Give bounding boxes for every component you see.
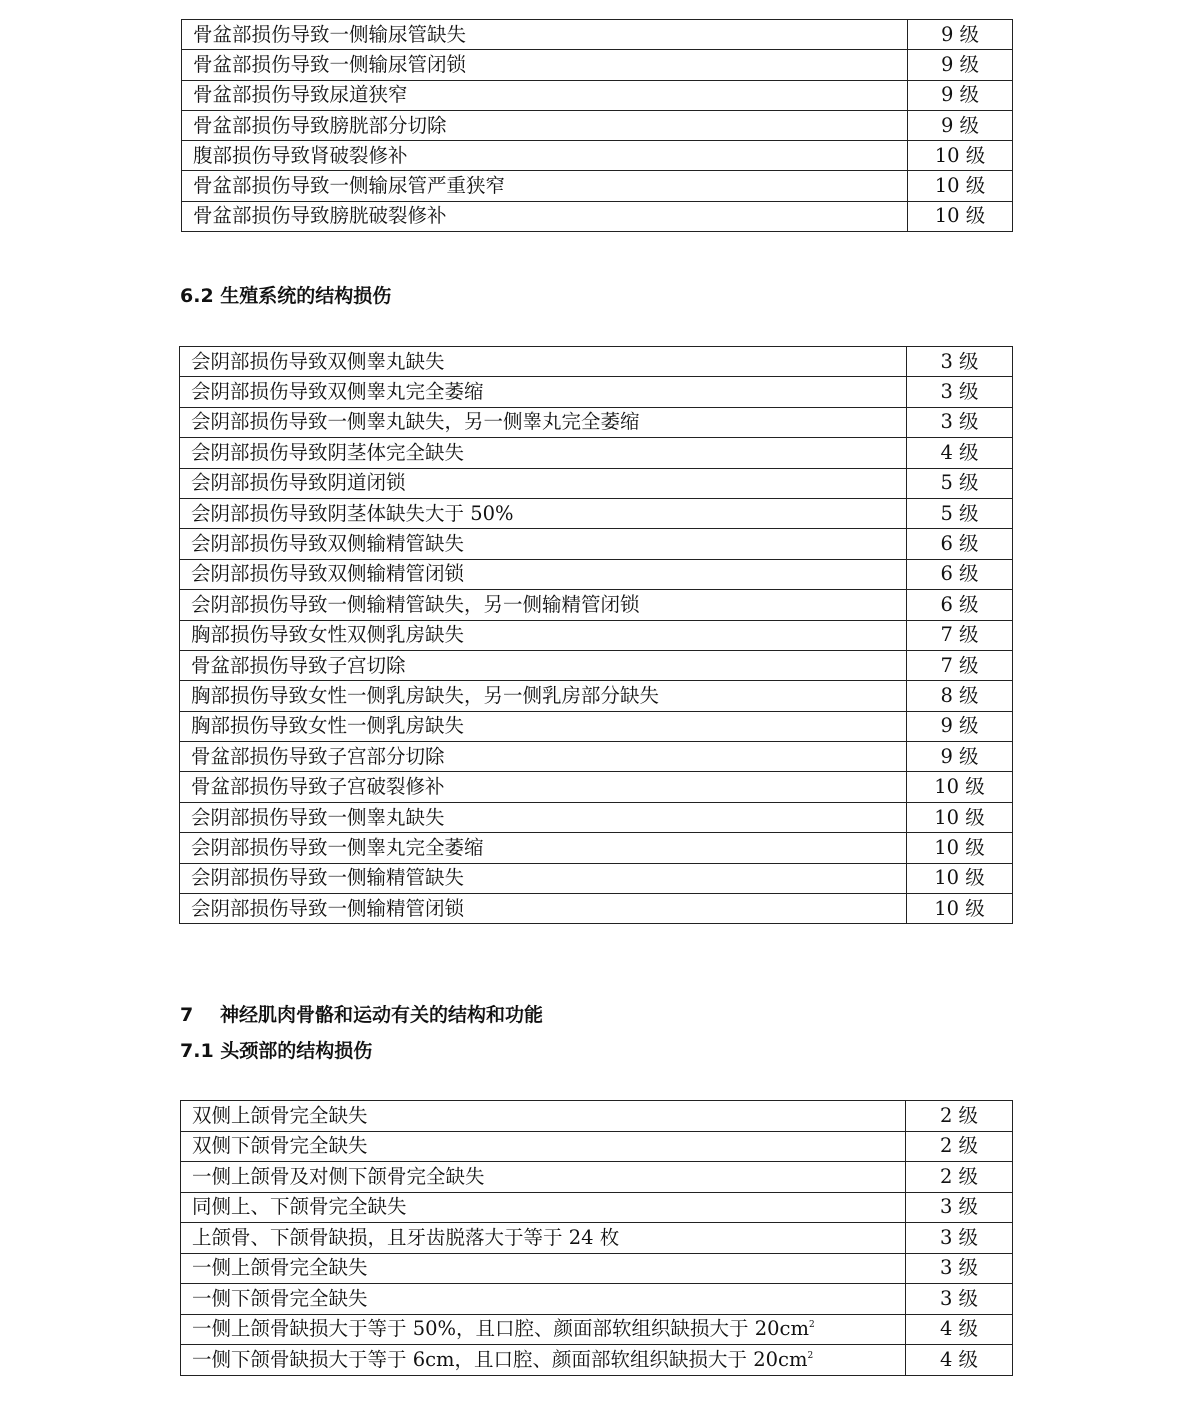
urinary-table-body — [182, 20, 1013, 232]
table-row — [180, 590, 1013, 620]
area-unit-exponent: 2 — [808, 1320, 815, 1331]
injury-description — [181, 1345, 906, 1376]
table-row — [180, 894, 1013, 924]
section-number: 7 — [180, 1004, 194, 1026]
injury-description: 一侧下颌骨完全缺失 — [181, 1284, 906, 1315]
disability-grade: 10 级 — [907, 863, 1013, 893]
table-row — [181, 1314, 1013, 1345]
injury-description: 会阴部损伤导致一侧输精管闭锁 — [180, 894, 907, 924]
table-row — [180, 863, 1013, 893]
head-neck-injury-table — [180, 1100, 1013, 1376]
injury-description: 会阴部损伤导致阴茎体完全缺失 — [180, 438, 907, 468]
disability-grade: 9 级 — [908, 110, 1013, 140]
disability-grade: 4 级 — [906, 1345, 1013, 1376]
table-row — [180, 559, 1013, 589]
injury-description: 会阴部损伤导致一侧睾丸完全萎缩 — [180, 833, 907, 863]
disability-grade: 10 级 — [907, 833, 1013, 863]
disability-grade: 9 级 — [907, 711, 1013, 741]
reproductive-injury-table — [179, 346, 1013, 924]
disability-grade: 6 级 — [907, 559, 1013, 589]
table-row — [180, 438, 1013, 468]
disability-grade: 3 级 — [907, 347, 1013, 377]
disability-grade: 9 级 — [908, 50, 1013, 80]
table-row — [180, 620, 1013, 650]
reproductive-table-body — [180, 347, 1013, 924]
injury-description: 会阴部损伤导致一侧睾丸缺失 — [180, 802, 907, 832]
disability-grade: 6 级 — [907, 529, 1013, 559]
injury-description: 会阴部损伤导致双侧输精管缺失 — [180, 529, 907, 559]
table-row — [181, 1284, 1013, 1315]
head-neck-table-body — [181, 1101, 1013, 1376]
table-row — [180, 742, 1013, 772]
disability-grade: 9 级 — [907, 742, 1013, 772]
table-row — [181, 1345, 1013, 1376]
urinary-injury-table — [181, 19, 1013, 232]
disability-grade: 3 级 — [906, 1192, 1013, 1223]
disability-grade: 4 级 — [906, 1314, 1013, 1345]
disability-grade: 7 级 — [907, 650, 1013, 680]
injury-description: 会阴部损伤导致阴茎体缺失大于 50% — [180, 498, 907, 528]
table-row — [180, 772, 1013, 802]
disability-grade: 5 级 — [907, 498, 1013, 528]
injury-description: 骨盆部损伤导致子宫破裂修补 — [180, 772, 907, 802]
table-row — [181, 1162, 1013, 1193]
injury-description: 会阴部损伤导致双侧睾丸缺失 — [180, 347, 907, 377]
injury-description: 骨盆部损伤导致子宫切除 — [180, 650, 907, 680]
injury-description: 会阴部损伤导致一侧输精管缺失 — [180, 863, 907, 893]
injury-description: 骨盆部损伤导致一侧输尿管缺失 — [182, 20, 908, 50]
table-row — [182, 110, 1013, 140]
injury-description: 胸部损伤导致女性一侧乳房缺失 — [180, 711, 907, 741]
disability-grade: 3 级 — [907, 407, 1013, 437]
section-heading-7-1: 7.1 头颈部的结构损伤 — [180, 1040, 373, 1062]
table-row — [182, 201, 1013, 231]
table-row — [180, 681, 1013, 711]
injury-description: 骨盆部损伤导致子宫部分切除 — [180, 742, 907, 772]
table-row — [182, 171, 1013, 201]
table-row — [181, 1131, 1013, 1162]
injury-description: 骨盆部损伤导致膀胱部分切除 — [182, 110, 908, 140]
disability-grade: 9 级 — [908, 20, 1013, 50]
disability-grade: 7 级 — [907, 620, 1013, 650]
disability-grade: 10 级 — [908, 171, 1013, 201]
disability-grade: 2 级 — [906, 1162, 1013, 1193]
injury-description: 会阴部损伤导致一侧输精管缺失，另一侧输精管闭锁 — [180, 590, 907, 620]
disability-grade: 4 级 — [907, 438, 1013, 468]
table-row — [182, 50, 1013, 80]
table-row — [182, 80, 1013, 110]
table-row — [181, 1223, 1013, 1254]
area-unit-exponent: 2 — [807, 1350, 814, 1361]
injury-description: 一侧上颌骨完全缺失 — [181, 1253, 906, 1284]
injury-description: 会阴部损伤导致双侧输精管闭锁 — [180, 559, 907, 589]
disability-grade: 10 级 — [908, 141, 1013, 171]
injury-description: 同侧上、下颌骨完全缺失 — [181, 1192, 906, 1223]
section-title: 神经肌肉骨骼和运动有关的结构和功能 — [220, 1004, 544, 1026]
disability-grade: 8 级 — [907, 681, 1013, 711]
disability-grade: 10 级 — [907, 894, 1013, 924]
table-row — [182, 141, 1013, 171]
disability-grade: 10 级 — [908, 201, 1013, 231]
section-heading-7 — [180, 1004, 543, 1026]
injury-description: 胸部损伤导致女性一侧乳房缺失，另一侧乳房部分缺失 — [180, 681, 907, 711]
injury-description: 胸部损伤导致女性双侧乳房缺失 — [180, 620, 907, 650]
injury-description: 上颌骨、下颌骨缺损，且牙齿脱落大于等于 24 枚 — [181, 1223, 906, 1254]
injury-description: 一侧上颌骨及对侧下颌骨完全缺失 — [181, 1162, 906, 1193]
table-row — [180, 711, 1013, 741]
disability-grade: 2 级 — [906, 1101, 1013, 1132]
injury-description: 骨盆部损伤导致一侧输尿管严重狭窄 — [182, 171, 908, 201]
table-row — [180, 468, 1013, 498]
disability-grade: 9 级 — [908, 80, 1013, 110]
table-row — [180, 498, 1013, 528]
injury-description: 会阴部损伤导致一侧睾丸缺失，另一侧睾丸完全萎缩 — [180, 407, 907, 437]
table-row — [180, 529, 1013, 559]
disability-grade: 3 级 — [906, 1284, 1013, 1315]
injury-description: 会阴部损伤导致阴道闭锁 — [180, 468, 907, 498]
injury-description: 双侧上颌骨完全缺失 — [181, 1101, 906, 1132]
disability-grade: 3 级 — [907, 377, 1013, 407]
table-row — [181, 1253, 1013, 1284]
description-text: 一侧下颌骨缺损大于等于 6cm，且口腔、颜面部软组织缺损大于 20cm — [192, 1347, 808, 1371]
description-text: 一侧上颌骨缺损大于等于 50%，且口腔、颜面部软组织缺损大于 20cm — [192, 1317, 809, 1341]
injury-description: 双侧下颌骨完全缺失 — [181, 1131, 906, 1162]
table-row — [182, 20, 1013, 50]
injury-description: 腹部损伤导致肾破裂修补 — [182, 141, 908, 171]
injury-description: 骨盆部损伤导致尿道狭窄 — [182, 80, 908, 110]
disability-grade: 5 级 — [907, 468, 1013, 498]
table-row — [181, 1101, 1013, 1132]
table-row — [180, 407, 1013, 437]
table-row — [180, 802, 1013, 832]
table-row — [180, 650, 1013, 680]
injury-description: 骨盆部损伤导致一侧输尿管闭锁 — [182, 50, 908, 80]
disability-grade: 3 级 — [906, 1253, 1013, 1284]
injury-description — [181, 1314, 906, 1345]
injury-description: 骨盆部损伤导致膀胱破裂修补 — [182, 201, 908, 231]
disability-grade: 3 级 — [906, 1223, 1013, 1254]
injury-description: 会阴部损伤导致双侧睾丸完全萎缩 — [180, 377, 907, 407]
table-row — [181, 1192, 1013, 1223]
disability-grade: 10 级 — [907, 802, 1013, 832]
table-row — [180, 347, 1013, 377]
disability-grade: 10 级 — [907, 772, 1013, 802]
disability-grade: 6 级 — [907, 590, 1013, 620]
section-heading-6-2: 6.2 生殖系统的结构损伤 — [180, 285, 392, 307]
disability-grade: 2 级 — [906, 1131, 1013, 1162]
table-row — [180, 377, 1013, 407]
table-row — [180, 833, 1013, 863]
